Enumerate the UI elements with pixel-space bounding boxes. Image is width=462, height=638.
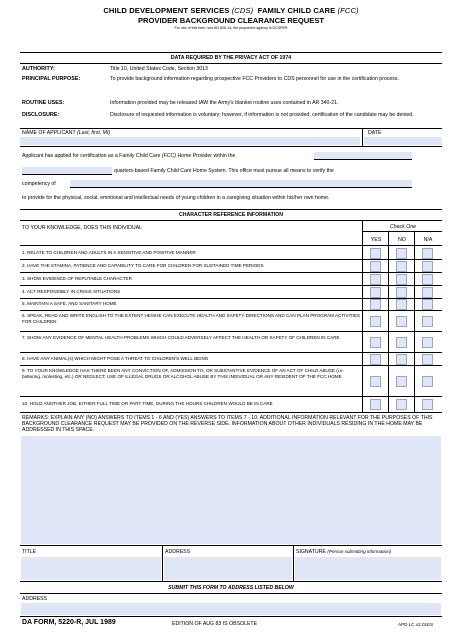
item-5-na-checkbox[interactable] xyxy=(422,299,433,310)
applicant-para-1: Applicant has applied for certification as a Family Child Care (FCC) Home Provider within the xyxy=(22,153,236,159)
divider xyxy=(20,581,442,582)
divider xyxy=(20,209,442,210)
title-field[interactable] xyxy=(21,557,161,580)
divider xyxy=(20,310,442,311)
form-subtitle: PROVIDER BACKGROUND CLEARANCE REQUEST xyxy=(137,16,325,25)
item-10-no-checkbox[interactable] xyxy=(396,399,407,410)
authority-text: Title 10, United States Code, Section 3013 xyxy=(110,66,208,72)
item-3-na-checkbox[interactable] xyxy=(422,274,433,285)
divider xyxy=(20,259,442,260)
system-field[interactable] xyxy=(22,167,112,174)
address-field[interactable] xyxy=(164,557,292,580)
signature-label: SIGNATURE (Person submitting information) xyxy=(296,549,392,555)
divider xyxy=(20,616,442,617)
edition-note: EDITION OF AUG 83 IS OBSOLETE xyxy=(172,621,258,627)
divider xyxy=(20,396,442,397)
item-3-no-checkbox[interactable] xyxy=(396,274,407,285)
title-label: TITLE xyxy=(22,549,37,555)
apd-version: APD LC v2.01ES xyxy=(398,622,434,627)
reference-item-8: 8. HAVE ANY ANIMAL(s) WHICH MIGHT POSE A THREAT TO CHILDREN'S WELL BEING xyxy=(22,356,209,361)
form-number: DA FORM, 5220-R, JUL 1989 xyxy=(22,619,116,626)
routine-label: ROUTINE USES: xyxy=(22,100,65,106)
applicant-para-4: to provide for the physical, social, emotional and intellectual needs of young children in a caregiving situation within his/her own home. xyxy=(22,195,330,201)
reference-intro: TO YOUR KNOWLEDGE, DOES THIS INDIVIDUAL xyxy=(22,225,142,231)
signature-field[interactable] xyxy=(295,557,441,580)
item-6-na-checkbox[interactable] xyxy=(422,316,433,327)
reference-item-10: 10. HOLD ANOTHER JOB, EITHER FULL TIME OR PART TIME, DURING THE HOURS CHILDREN WOULD BE IN CARE xyxy=(22,401,273,406)
date-label: DATE xyxy=(368,130,382,136)
form-title xyxy=(0,6,462,15)
reference-item-1: 1. RELATE TO CHILDREN AND ADULTS IN A SENSITIVE AND POSITIVE MANNER xyxy=(22,250,196,255)
divider xyxy=(20,128,442,129)
divider xyxy=(20,52,442,53)
divider xyxy=(20,285,442,286)
divider xyxy=(162,545,163,581)
item-2-yes-checkbox[interactable] xyxy=(370,261,381,272)
divider xyxy=(20,220,442,221)
item-2-na-checkbox[interactable] xyxy=(422,261,433,272)
installation-field[interactable] xyxy=(314,152,412,159)
name-hint: (Last, first, MI) xyxy=(76,130,111,136)
divider xyxy=(20,245,442,246)
item-9-no-checkbox[interactable] xyxy=(396,376,407,387)
signature-hint: (Person submitting information) xyxy=(327,549,392,554)
applicant-name-field[interactable] xyxy=(20,137,360,145)
form-proponent: For use of this form, see AR 608-10; the proponent agency is DCSPER xyxy=(174,26,288,30)
item-7-yes-checkbox[interactable] xyxy=(370,337,381,348)
submit-heading: SUBMIT THIS FORM TO ADDRESS LISTED BELOW xyxy=(168,585,294,591)
reference-item-6: 6. SPEAK, READ AND WRITE ENGLISH TO THE EXTENT HE/SHE CAN EXECUTE HEALTH AND SAFETY DIRECTIONS AND CAN PLAN PROGRAM ACTIVITIES FOR CHILDREN xyxy=(22,313,360,324)
disclosure-text: Disclosure of requested information is voluntary; however, if information is not provided, certification of the candidate may be denied. xyxy=(110,112,414,118)
remarks-field[interactable] xyxy=(21,436,441,544)
item-4-yes-checkbox[interactable] xyxy=(370,287,381,298)
divider xyxy=(20,545,442,546)
underline xyxy=(22,174,112,175)
remarks-instructions: REMARKS: EXPLAIN ANY (NO) ANSWERS TO ITEMS 1 - 6 AND (YES) ANSWERS TO ITEMS 7 - 10. ADDITIONAL INFORMATION RELEVANT FOR THE PURPOSES OF THIS BACKGROUND CLEARANCE REQUEST MAY BE PROVIDED ON THE REVERSE SIDE. INFORMATION ABOUT OTHER INDIVIDUALS RESIDING IN THE HOME MAY BE ADDRESSED IN THIS SPACE. xyxy=(22,415,433,434)
divider xyxy=(362,231,442,232)
submit-address-field[interactable] xyxy=(21,603,441,615)
item-10-na-checkbox[interactable] xyxy=(422,399,433,410)
item-5-yes-checkbox[interactable] xyxy=(370,299,381,310)
divider xyxy=(20,272,442,273)
title-cds-abbr: (CDS) xyxy=(231,6,254,15)
item-9-yes-checkbox[interactable] xyxy=(370,376,381,387)
col-yes: YES xyxy=(370,237,382,243)
col-no: NO xyxy=(398,237,406,243)
reference-item-2: 2. HAVE THE STAMINA, PATIENCE AND CAPABILITY TO CARE FOR CHILDREN FOR SUSTAINED TIME PERIODS xyxy=(22,263,264,268)
title-fcc: FAMILY CHILD CARE xyxy=(257,6,336,15)
title-fcc-abbr: (FCC) xyxy=(337,6,359,15)
divider xyxy=(20,146,442,147)
title-cds: CHILD DEVELOPMENT SERVICES xyxy=(103,6,230,15)
item-6-yes-checkbox[interactable] xyxy=(370,316,381,327)
item-10-yes-checkbox[interactable] xyxy=(370,399,381,410)
item-5-no-checkbox[interactable] xyxy=(396,299,407,310)
submit-address-label: ADDRESS xyxy=(22,596,48,602)
divider xyxy=(20,593,442,594)
col-na: N/A xyxy=(423,237,433,243)
item-9-na-checkbox[interactable] xyxy=(422,376,433,387)
item-4-no-checkbox[interactable] xyxy=(396,287,407,298)
item-1-na-checkbox[interactable] xyxy=(422,248,433,259)
divider xyxy=(20,365,442,366)
divider xyxy=(362,128,363,146)
purpose-label: PRINCIPAL PURPOSE: xyxy=(22,76,81,82)
reference-item-5: 5. MAINTAIN A SAFE, AND SANITARY HOME xyxy=(22,301,117,306)
applicant-name-label: NAME OF APPLICANT (Last, first, MI) xyxy=(22,130,111,136)
divider xyxy=(20,63,442,64)
divider xyxy=(20,352,442,353)
divider xyxy=(20,331,442,332)
applicant-para-3: competency of xyxy=(22,181,56,187)
reference-item-7: 7. SHOW ANY EVIDENCE OF MENTAL HEALTH PROBLEMS WHICH COULD ADVERSELY AFFECT THE HEALTH OR SAFETY OF CHILDREN IN CARE xyxy=(22,335,340,340)
item-7-no-checkbox[interactable] xyxy=(396,337,407,348)
date-field[interactable] xyxy=(364,137,442,145)
item-6-no-checkbox[interactable] xyxy=(396,316,407,327)
item-8-no-checkbox[interactable] xyxy=(396,354,407,365)
purpose-text: To provide background information regarding prospective FCC Providers to CDS personnel for use in the certification process. xyxy=(110,76,399,82)
item-8-yes-checkbox[interactable] xyxy=(370,354,381,365)
check-one-label: Check One xyxy=(390,224,416,230)
routine-text: Information provided may be released IAW the Army's blanket routine uses contained in AR 340-21. xyxy=(110,100,339,106)
underline xyxy=(314,159,412,160)
competency-field[interactable] xyxy=(70,180,412,187)
reference-heading: CHARACTER REFERENCE INFORMATION xyxy=(179,212,283,218)
reference-item-4: 4. ACT RESPONSIBLY IN CRISIS SITUATIONS xyxy=(22,289,121,294)
applicant-para-2: quarters-based Family Child Care Home System. This office must pursue all means to verify the xyxy=(114,168,334,174)
divider xyxy=(362,220,363,412)
item-1-yes-checkbox[interactable] xyxy=(370,248,381,259)
item-2-no-checkbox[interactable] xyxy=(396,261,407,272)
disclosure-label: DISCLOSURE: xyxy=(22,112,60,118)
privacy-heading: DATA REQUIRED BY THE PRIVACY ACT OF 1974 xyxy=(170,55,292,61)
authority-label: AUTHORITY: xyxy=(22,66,55,72)
address-label: ADDRESS xyxy=(165,549,191,555)
divider xyxy=(20,412,442,413)
reference-item-3: 3. SHOW EVIDENCE OF REPUTABLE CHARACTER xyxy=(22,276,132,281)
item-3-yes-checkbox[interactable] xyxy=(370,274,381,285)
divider xyxy=(293,545,294,581)
item-7-na-checkbox[interactable] xyxy=(422,337,433,348)
item-8-na-checkbox[interactable] xyxy=(422,354,433,365)
item-4-na-checkbox[interactable] xyxy=(422,287,433,298)
underline xyxy=(70,187,412,188)
reference-item-9: 9. TO YOUR KNOWLEDGE HAS THERE BEEN ANY CONVICTION OF, ADMISSION TO, OR SUBSTANTIVE EVIDENCE OF AN ACT OF CHILD ABUSE (i.e. battering, molesting, etc.) OR NEGLECT; USE OF ILLEGAL DRUGS OR ALCOHOL ABUSE BY THIS INDIVIDUAL OR ANY RESIDENT OF THE FCC HOME xyxy=(22,368,344,379)
item-1-no-checkbox[interactable] xyxy=(396,248,407,259)
